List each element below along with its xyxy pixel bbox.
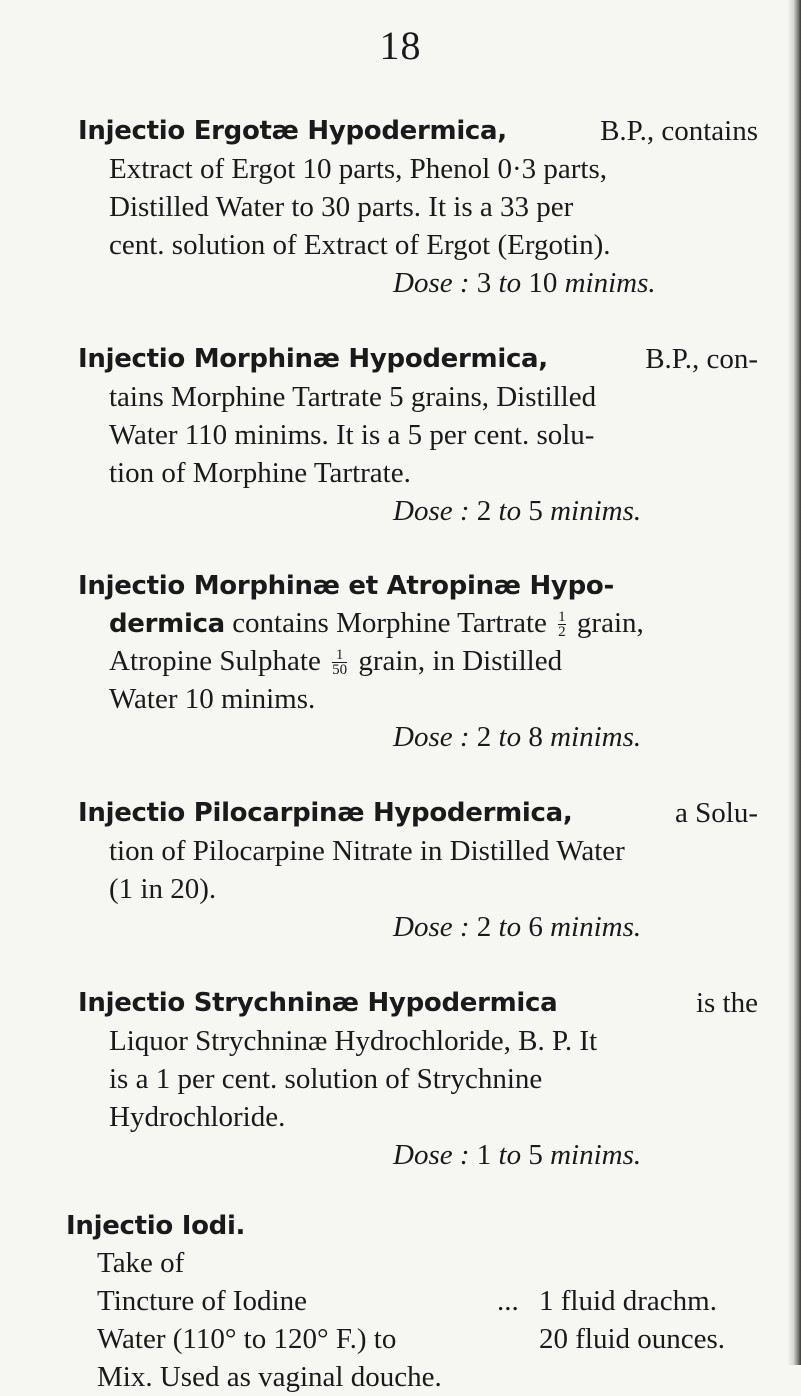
dose-line: Dose : 1 to 5 minims. <box>393 1139 642 1171</box>
fraction-fiftieth: $\frac{1}{50}$ <box>332 647 348 678</box>
entry-morphinae <box>78 340 758 530</box>
entry-text: cent. solution of Extract of Ergot (Ergotin). <box>109 229 611 261</box>
entry-title: Injectio Iodi. <box>66 1211 246 1241</box>
entry-text: Distilled Water to 30 parts. It is a 33 per <box>109 191 574 223</box>
recipe-quantity: 1 fluid drachm. <box>539 1285 717 1317</box>
page-edge-shadow <box>787 0 801 1365</box>
recipe-quantity: 20 fluid ounces. <box>539 1323 726 1355</box>
entry-text: Take of <box>97 1247 185 1279</box>
entry-title-continued: dermica <box>109 609 225 639</box>
entry-text: B.P., con- <box>645 343 758 375</box>
page-number: 18 <box>379 23 422 68</box>
entry-text: a Solu- <box>675 797 758 829</box>
entry-text: Liquor Strychninæ Hydrochloride, B. P. It <box>109 1025 598 1057</box>
entry-text: Extract of Ergot 10 parts, Phenol 0·3 parts, <box>109 153 607 185</box>
entry-text: Mix. Used as vaginal douche. <box>97 1361 442 1393</box>
entry-text: tains Morphine Tartrate 5 grains, Distilled <box>109 381 597 413</box>
entry-morphinae-atropinae <box>78 566 758 756</box>
recipe-row <box>66 1282 758 1320</box>
entry-text: Atropine Sulphate <box>109 645 321 677</box>
entry-text: Water 110 minims. It is a 5 per cent. solu- <box>109 419 595 451</box>
entry-text: tion of Morphine Tartrate. <box>109 457 411 489</box>
entry-text: grain, <box>576 607 644 639</box>
entry-iodi <box>66 1206 758 1396</box>
entry-title: Injectio Morphinæ Hypodermica, <box>78 344 548 374</box>
entry-title: Injectio Pilocarpinæ Hypodermica, <box>78 798 573 828</box>
entry-text: (1 in 20). <box>109 873 217 905</box>
entry-text: B.P., contains <box>600 115 758 147</box>
entry-text: tion of Pilocarpine Nitrate in Distilled Water <box>109 835 625 867</box>
entry-title: Injectio Strychninæ Hypodermica <box>78 988 558 1018</box>
dose-line: Dose : 2 to 5 minims. <box>393 495 642 527</box>
fraction-half: $\frac{1}{2}$ <box>558 609 566 640</box>
entry-text: Hydrochloride. <box>109 1101 286 1133</box>
entry-title: Injectio Morphinæ et Atropinæ Hypo- <box>78 571 614 601</box>
entry-strychninae <box>78 984 758 1174</box>
entry-ergotae <box>78 112 758 302</box>
recipe-row <box>66 1320 758 1358</box>
entry-text: contains Morphine Tartrate <box>232 607 547 639</box>
entry-text: Water 10 minims. <box>109 683 316 715</box>
dose-line: Dose : 3 to 10 minims. <box>393 267 656 299</box>
dose-line: Dose : 2 to 6 minims. <box>393 911 642 943</box>
entry-text: grain, in Distilled <box>358 645 563 677</box>
recipe-dots: ... <box>497 1285 519 1317</box>
dose-line: Dose : 2 to 8 minims. <box>393 721 642 753</box>
entry-title: Injectio Ergotæ Hypodermica, <box>78 116 507 146</box>
entry-text: is a 1 per cent. solution of Strychnine <box>109 1063 543 1095</box>
entry-text: is the <box>695 987 758 1019</box>
recipe-ingredient: Water (110° to 120° F.) to <box>97 1323 397 1355</box>
recipe-ingredient: Tincture of Iodine <box>97 1285 307 1317</box>
entry-pilocarpinae <box>78 794 758 946</box>
recipe-dots <box>497 1320 539 1358</box>
